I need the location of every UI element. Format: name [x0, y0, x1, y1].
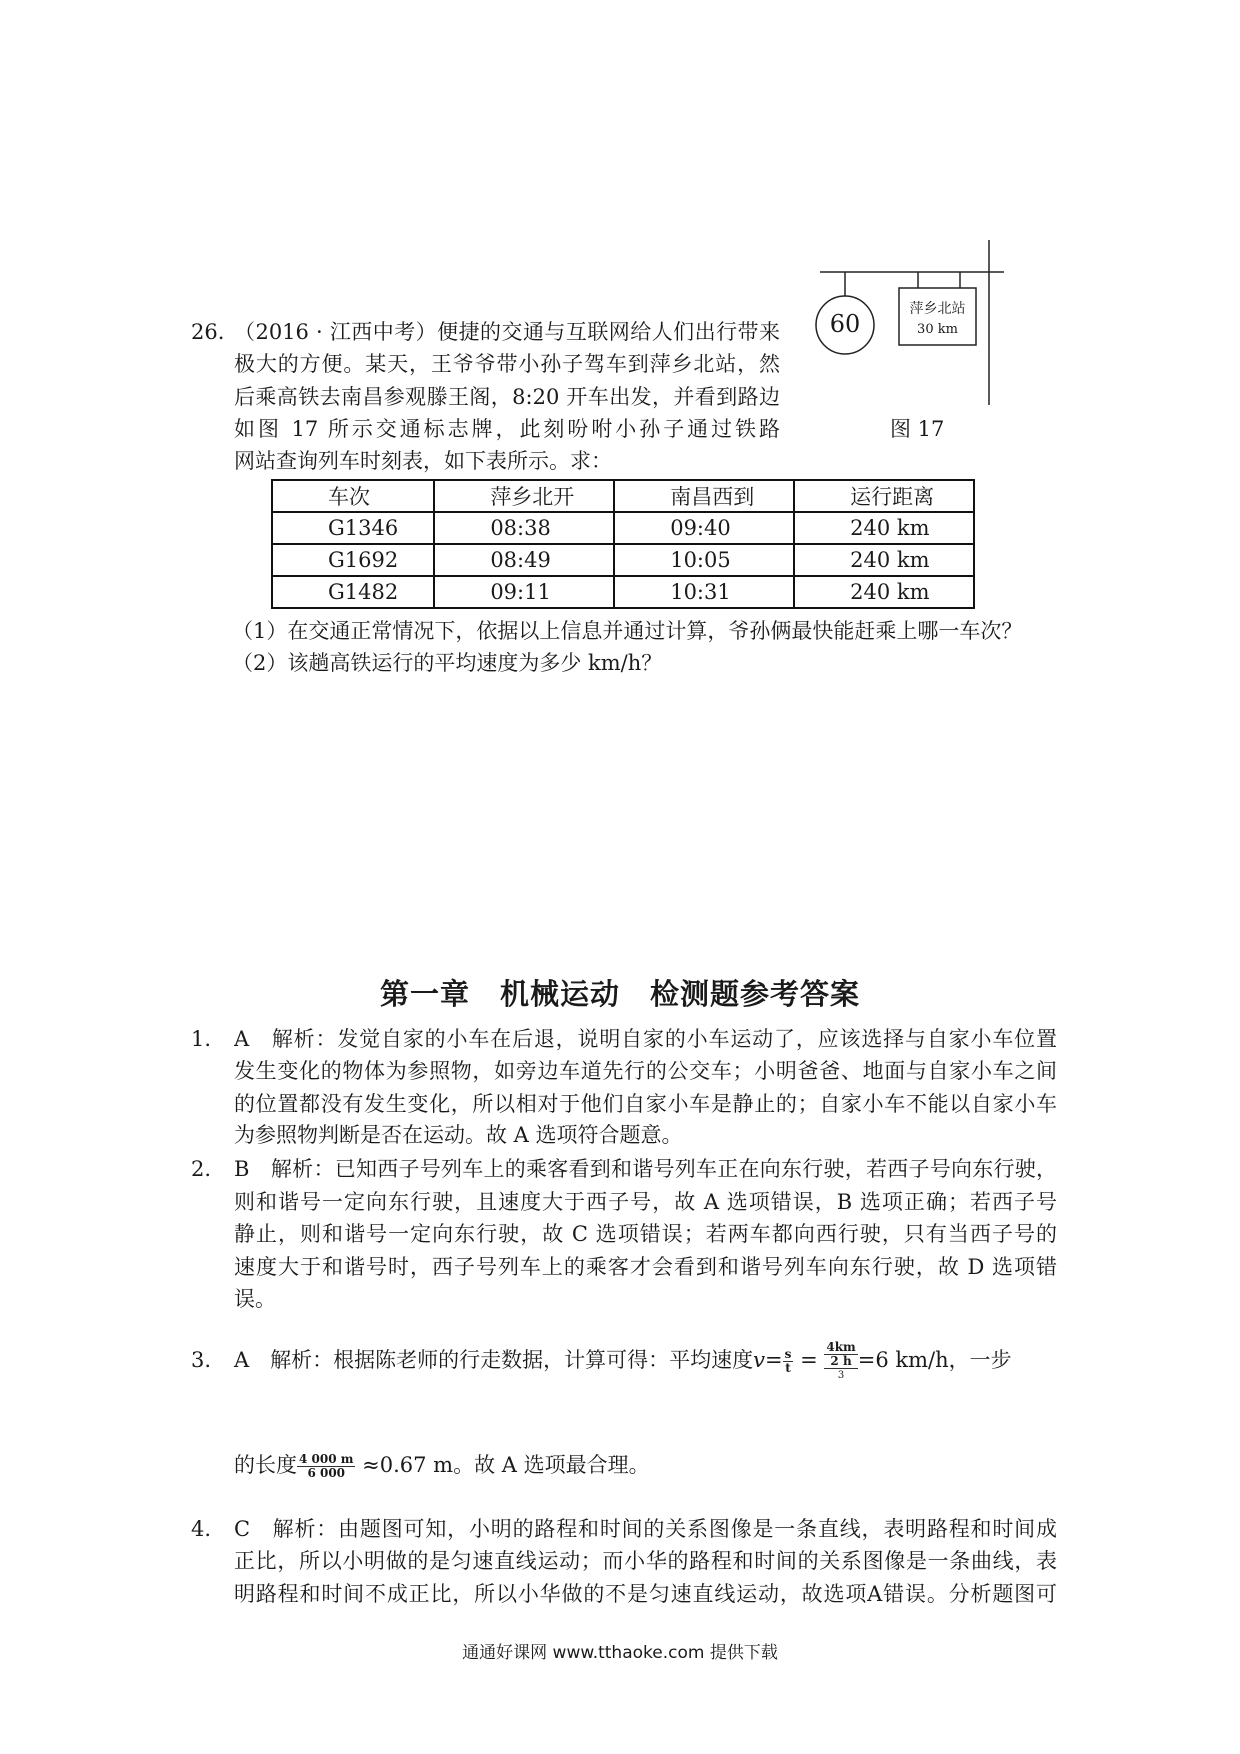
answer-3-line: A 解析：根据陈老师的行走数据，计算可得：平均速度v= $\frac{s}{t}$ = 4km 2 h 3 =6 km/h，一步	[234, 1340, 1012, 1381]
text-line: （2016 · 江西中考）便捷的交通与互联网给人们出行带来	[234, 320, 780, 344]
velocity-symbol: v	[753, 1348, 766, 1372]
table-cell: 240 km	[794, 512, 974, 544]
table-cell: G1692	[272, 544, 434, 576]
table-header-row	[272, 480, 974, 512]
answers-title: 第一章 机械运动 检测题参考答案	[379, 977, 860, 1011]
table-cell: G1346	[272, 512, 434, 544]
denominator: 6 000	[307, 1466, 346, 1480]
text-line: B 解析：已知西子号列车上的乘客看到和谐号列车正在向东行驶，若西子号向东行驶，	[234, 1157, 1057, 1181]
answer-number: 3.	[191, 1348, 212, 1372]
formula-fraction	[824, 1341, 857, 1382]
text-line: 则和谐号一定向东行驶，且速度大于西子号，故 A 选项错误，B 选项正确；若西子号	[234, 1190, 1057, 1214]
text-segment: ≈0.67 m。故 A 选项最合理。	[355, 1453, 650, 1477]
question-number: 26.	[191, 320, 225, 344]
text-line: 正比，所以小明做的是匀速直线运动；而小华的路程和时间的关系图像是一条曲线，表	[234, 1549, 1057, 1573]
denominator: t	[785, 1361, 791, 1375]
table-header: 萍乡北开	[434, 480, 614, 512]
station-sign-name: 萍乡北站	[909, 301, 966, 317]
table-row	[272, 544, 974, 576]
page-footer: 通通好课网 www.tthaoke.com 提供下载	[462, 1643, 778, 1663]
text-segment: 的长度	[234, 1453, 297, 1477]
table-cell: 10:31	[614, 576, 794, 608]
text-line: 发生变化的物体为参照物，如旁边车道先行的公交车；小明爸爸、地面与自家小车之间	[234, 1059, 1057, 1083]
denominator: 2 h	[824, 1355, 857, 1369]
text-line: 后乘高铁去南昌参观滕王阁，8:20 开车出发，并看到路边	[234, 385, 780, 409]
text-line: 误。	[234, 1287, 276, 1311]
table-cell: 10:05	[614, 544, 794, 576]
text-line: 速度大于和谐号时，西子号列车上的乘客才会看到和谐号列车向东行驶，故 D 选项错	[234, 1255, 1057, 1279]
table-cell: G1482	[272, 576, 434, 608]
numerator: 4km	[826, 1340, 856, 1354]
formula-fraction	[297, 1453, 355, 1480]
text-segment: A 解析：根据陈老师的行走数据，计算可得：平均速度	[234, 1348, 754, 1372]
numerator: 4 000 m	[299, 1452, 354, 1466]
text-line: 极大的方便。某天，王爷爷带小孙子驾车到萍乡北站，然	[234, 352, 780, 376]
table-header: 运行距离	[794, 480, 974, 512]
sub-question-1: （1）在交通正常情况下，依据以上信息并通过计算，爷孙俩最快能赶乘上哪一车次？	[232, 619, 1023, 643]
sub-denominator: 3	[837, 1370, 845, 1381]
table-row	[272, 512, 974, 544]
answer-number: 1.	[191, 1027, 212, 1051]
table-cell: 240 km	[794, 544, 974, 576]
table-cell: 240 km	[794, 576, 974, 608]
numerator: s	[784, 1347, 792, 1361]
text-line: 网站查询列车时刻表，如下表所示。求：	[234, 449, 612, 473]
table-cell: 09:40	[614, 512, 794, 544]
answer-number: 2.	[191, 1157, 212, 1181]
answer-number: 4.	[191, 1517, 212, 1541]
sub-question-2: （2）该趟高铁运行的平均速度为多少 km/h？	[232, 651, 663, 675]
text-line: 如图 17 所示交通标志牌，此刻吩咐小孙子通过铁路	[234, 417, 780, 441]
formula-fraction	[783, 1348, 794, 1375]
answer-3-line-2	[234, 1445, 650, 1485]
text-line: A 解析：发觉自家的小车在后退，说明自家的小车运动了，应该选择与自家小车位置	[234, 1027, 1057, 1051]
text-line: 为参照物判断是否在运动。故 A 选项符合题意。	[234, 1123, 683, 1147]
train-timetable	[271, 479, 975, 609]
text-line: 明路程和时间不成正比，所以小华做的不是匀速直线运动，故选项A错误。分析题图可	[234, 1582, 1057, 1606]
text-line: C 解析：由题图可知，小明的路程和时间的关系图像是一条直线，表明路程和时间成	[234, 1517, 1057, 1541]
station-sign-distance: 30 km	[917, 322, 958, 337]
figure-caption: 图 17	[890, 417, 945, 441]
table-cell: 08:38	[434, 512, 614, 544]
table-cell: 09:11	[434, 576, 614, 608]
text-segment: =6 km/h，一步	[857, 1348, 1012, 1372]
table-header: 车次	[272, 480, 434, 512]
table-header: 南昌西到	[614, 480, 794, 512]
speed-limit-sign: 60	[829, 310, 861, 338]
text-line: 的位置都没有发生变化，所以相对于他们自家小车是静止的；自家小车不能以自家小车	[234, 1092, 1057, 1116]
table-row	[272, 576, 974, 608]
text-line: 静止，则和谐号一定向东行驶，故 C 选项错误；若两车都向西行驶，只有当西子号的	[234, 1222, 1057, 1246]
table-cell: 08:49	[434, 544, 614, 576]
